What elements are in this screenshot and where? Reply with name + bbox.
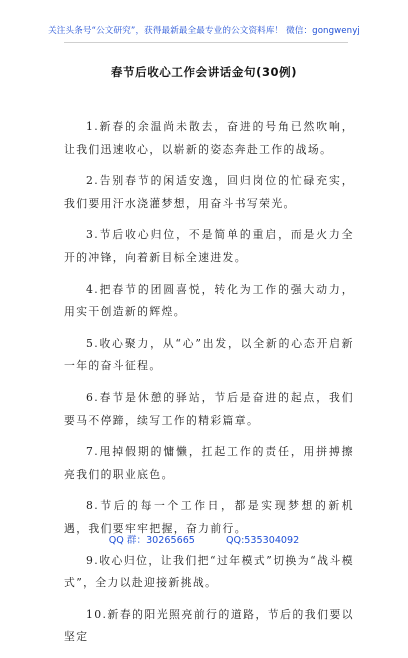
paragraph: 3.节后收心归位，不是简单的重启，而是火力全开的冲锋，向着新目标全速进发。 xyxy=(64,228,354,264)
paragraph: 10.新春的阳光照亮前行的道路，节后的我们要以坚定 xyxy=(64,607,354,644)
paragraph: 2.告别春节的闲适安逸，回归岗位的忙碌充实，我们要用汗水浇灌梦想，用奋斗书写荣光。 xyxy=(64,174,354,210)
paragraph: 1.新春的余温尚未散去，奋进的号角已然吹响，让我们迅速收心，以崭新的姿态奔赴工作的战场。 xyxy=(64,120,354,156)
paragraph: 9.收心归位，让我们把“过年模式”切换为“战斗模式”，全力以赴迎接新挑战。 xyxy=(64,553,354,590)
footer-contact xyxy=(0,532,408,546)
paragraph: 6.春节是休憩的驿站，节后是奋进的起点，我们要马不停蹄，续写工作的精彩篇章。 xyxy=(64,390,354,427)
footer-qq: QQ:535304092 xyxy=(225,535,300,546)
paragraph: 5.收心聚力，从“心”出发，以全新的心态开启新一年的奋斗征程。 xyxy=(64,336,354,373)
paragraph: 4.把春节的团圆喜悦，转化为工作的强大动力，用实干创造新的辉煌。 xyxy=(64,282,354,319)
header-note: 关注头条号“公文研究”，获得最新最全最专业的公文资料库！ 微信：gongwenyj xyxy=(48,26,360,36)
document-body xyxy=(64,116,354,658)
paragraph: 7.甩掉假期的慵懒，扛起工作的责任，用拼搏擦亮我们的职业底色。 xyxy=(64,445,354,481)
document-title: 春节后收心工作会讲话金句(30例) xyxy=(110,65,298,79)
header-divider xyxy=(64,42,348,43)
paragraph: 8.节后的每一个工作日，都是实现梦想的新机遇，我们要牢牢把握，奋力前行。 xyxy=(64,499,354,535)
footer-qq-group: QQ 群：30265665 xyxy=(108,535,195,546)
